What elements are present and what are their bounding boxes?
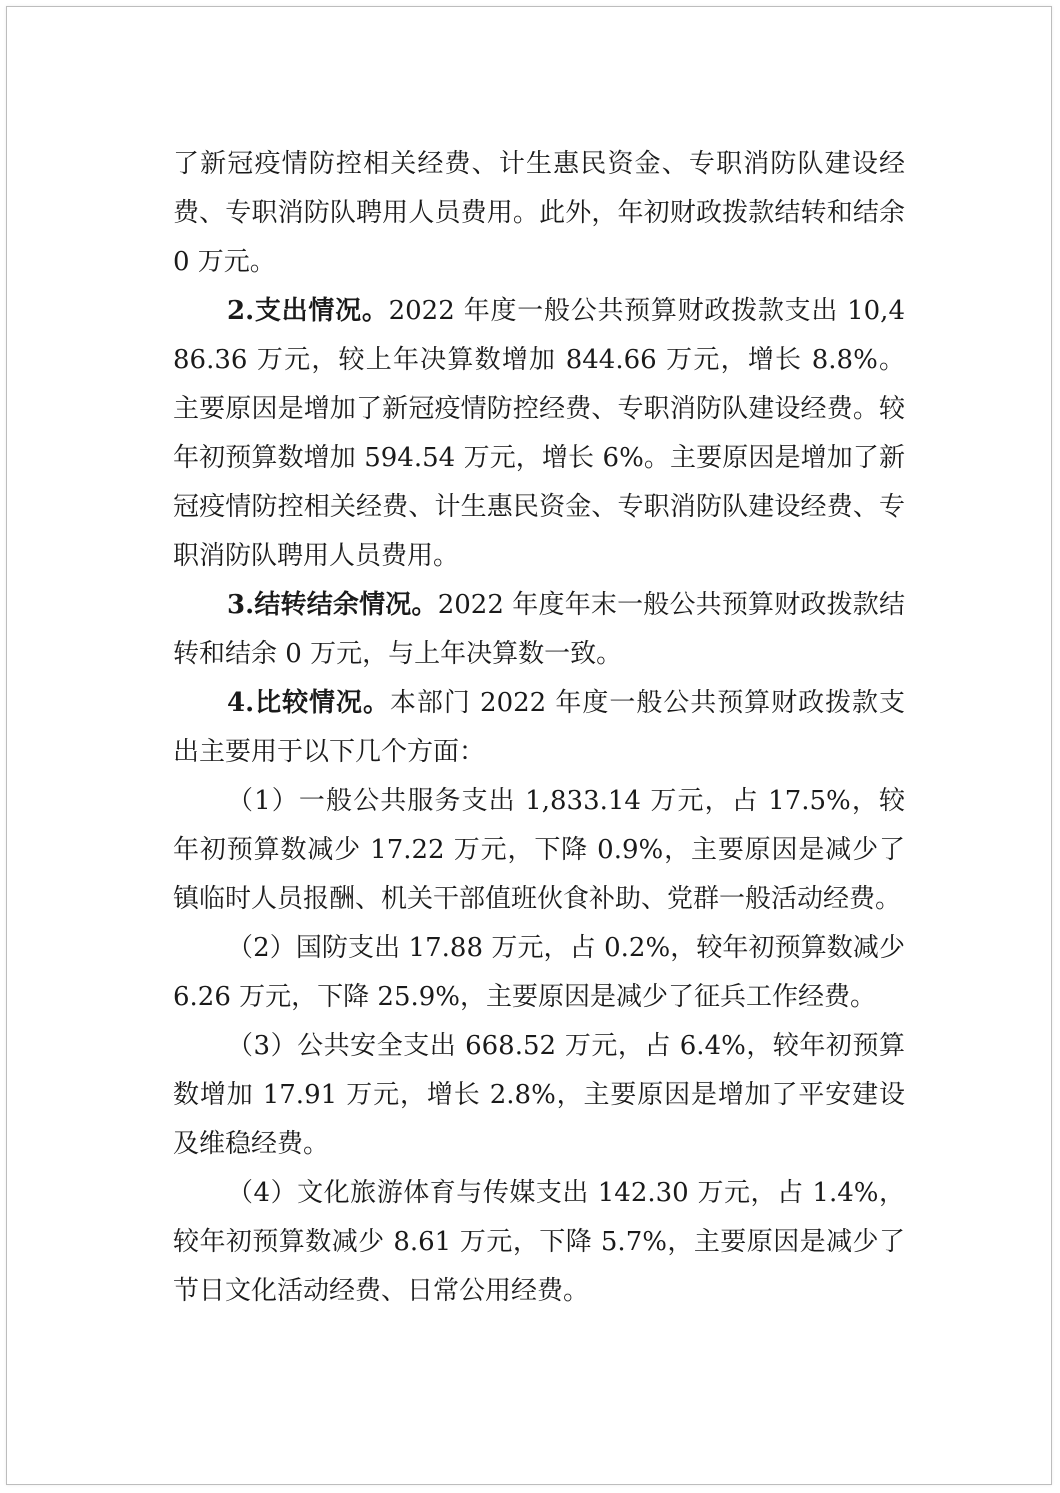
document-body: [173, 140, 905, 1316]
paragraph-comparison: [173, 679, 905, 777]
heading-expenditure: 2.支出情况。: [227, 296, 389, 326]
paragraph-item-3: （3）公共安全支出 668.52 万元，占 6.4%，较年初预算数增加 17.91 万元，增长 2.8%，主要原因是增加了平安建设及维稳经费。: [173, 1031, 905, 1159]
paragraph-item-1: （1）一般公共服务支出 1,833.14 万元，占 17.5%，较年初预算数减少 17.22 万元，下降 0.9%，主要原因是减少了镇临时人员报酬、机关干部值班伙食补助、党群一般活动经费。: [173, 786, 905, 914]
text-carryover: 2022 年度年末一般公共预算财政拨款结转和结余 0 万元，与上年决算数一致。: [173, 590, 905, 669]
paragraph-item-2: （2）国防支出 17.88 万元，占 0.2%，较年初预算数减少 6.26 万元，下降 25.9%，主要原因是减少了征兵工作经费。: [173, 933, 905, 1012]
paragraph-expenditure: [173, 287, 905, 581]
paragraph-carryover: [173, 581, 905, 679]
text-expenditure: 2022 年度一般公共预算财政拨款支出 10,486.36 万元，较上年决算数增加 844.66 万元，增长 8.8%。主要原因是增加了新冠疫情防控经费、专职消防队建设经费。较年初预算数增加 594.54 万元，增长 6%。主要原因是增加了新冠疫情防控相关经费、计生惠民资金、专职消防队建设经费、专职消防队聘用人员费用。: [173, 296, 905, 571]
text-comparison: 本部门 2022 年度一般公共预算财政拨款支出主要用于以下几个方面：: [173, 688, 905, 767]
heading-carryover: 3.结转结余情况。: [227, 590, 438, 620]
document-page: [6, 6, 1052, 1485]
paragraph-item-4: （4）文化旅游体育与传媒支出 142.30 万元，占 1.4%，较年初预算数减少 8.61 万元，下降 5.7%，主要原因是减少了节日文化活动经费、日常公用经费。: [173, 1178, 905, 1306]
heading-comparison: 4.比较情况。: [227, 688, 390, 718]
paragraph-continuation: 了新冠疫情防控相关经费、计生惠民资金、专职消防队建设经费、专职消防队聘用人员费用。此外，年初财政拨款结转和结余 0 万元。: [173, 149, 905, 277]
